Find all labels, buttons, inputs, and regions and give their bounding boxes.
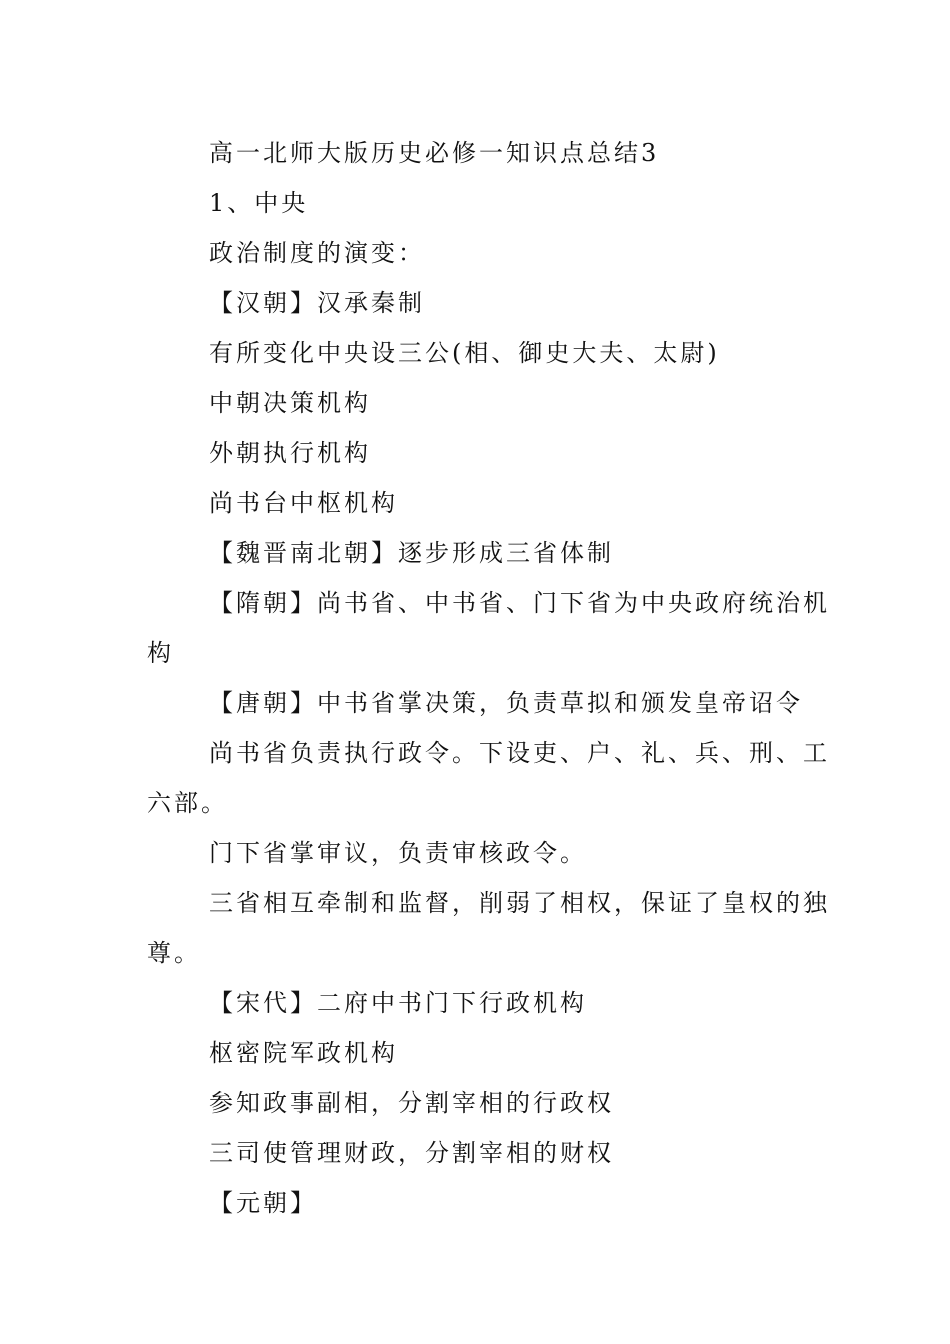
text-line: 尚书省负责执行政令。下设吏、户、礼、兵、刑、工 bbox=[209, 739, 830, 767]
text-line: 【隋朝】尚书省、中书省、门下省为中央政府统治机 bbox=[209, 589, 830, 617]
document-title: 高一北师大版历史必修一知识点总结3 bbox=[209, 139, 660, 167]
text-line: 政治制度的演变： bbox=[209, 239, 425, 267]
text-line: 外朝执行机构 bbox=[209, 439, 371, 467]
text-line: 门下省掌审议，负责审核政令。 bbox=[209, 839, 587, 867]
text-line: 【宋代】二府中书门下行政机构 bbox=[209, 989, 587, 1017]
text-line: 【魏晋南北朝】逐步形成三省体制 bbox=[209, 539, 614, 567]
text-line: 【汉朝】汉承秦制 bbox=[209, 289, 425, 317]
text-line-continued: 尊。 bbox=[147, 939, 201, 967]
text-line: 【唐朝】中书省掌决策，负责草拟和颁发皇帝诏令 bbox=[209, 689, 803, 717]
text-line: 枢密院军政机构 bbox=[209, 1039, 398, 1067]
text-line-continued: 六部。 bbox=[147, 789, 228, 817]
section-heading: 1、中央 bbox=[209, 189, 309, 217]
document-body bbox=[147, 128, 830, 1228]
text-line: 中朝决策机构 bbox=[209, 389, 371, 417]
text-line: 三司使管理财政，分割宰相的财权 bbox=[209, 1139, 614, 1167]
text-line: 参知政事副相，分割宰相的行政权 bbox=[209, 1089, 614, 1117]
text-line: 有所变化中央设三公(相、御史大夫、太尉) bbox=[209, 339, 720, 367]
text-line-continued: 构 bbox=[147, 639, 174, 667]
text-line: 尚书台中枢机构 bbox=[209, 489, 398, 517]
text-line: 【元朝】 bbox=[209, 1189, 317, 1217]
text-line: 三省相互牵制和监督，削弱了相权，保证了皇权的独 bbox=[209, 889, 830, 917]
